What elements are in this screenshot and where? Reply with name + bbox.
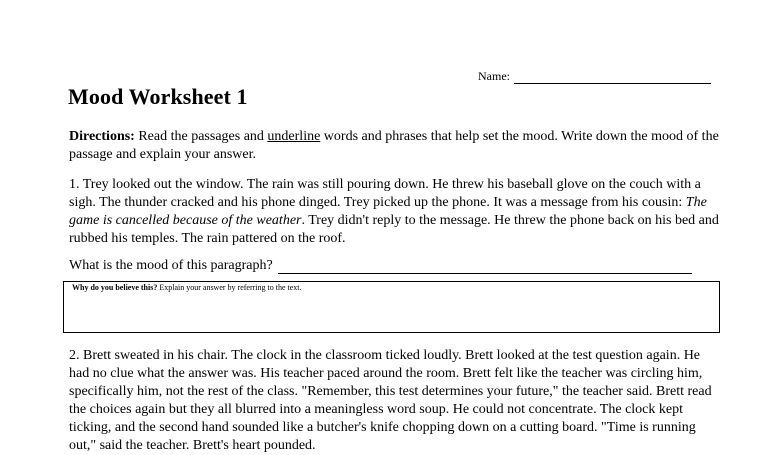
directions-text-part-1: Read the passages and (134, 129, 268, 144)
passage-1-text-part-1: 1. Trey looked out the window. The rain was still pouring down. He threw his baseball glove on the couch with a sigh. The thunder cracked and his phone dinged. Trey picked up the phone. It was a message from his cousin: (69, 177, 701, 210)
explanation-prompt (72, 283, 302, 293)
directions-paragraph (69, 128, 719, 164)
mood-question-label: What is the mood of this paragraph? (69, 258, 273, 273)
mood-answer-blank-line (278, 259, 692, 274)
name-blank-line (514, 71, 711, 84)
explanation-answer-box (63, 281, 720, 333)
passage-2: 2. Brett sweated in his chair. The clock in the classroom ticked loudly. Brett looked at the test question again. He had no clue what the answer was. His teacher paced around the room. Brett felt like the teacher was circling him, specifically him, not the rest of the class. "Remember, this test determines your future," the teacher said. Brett read the choices again but they all blurred into a meaningless word soup. He could not concentrate. The clock kept ticking, and the second hand sounded like a butcher's knife chopping down on a cutting board. "Time is running out," said the teacher. Brett's heart pounded. (69, 348, 712, 453)
worksheet-title: Mood Worksheet 1 (68, 84, 248, 109)
directions-underlined-word: underline (267, 129, 321, 144)
passage-1-text-part-2: . Trey didn't reply to the message. He threw the phone back on his bed and rubbed his temples. The rain pattered on the roof. (69, 213, 719, 246)
name-field (478, 69, 711, 84)
passage-1-italic-message: The game is cancelled because of the weather (69, 195, 707, 228)
mood-question (69, 258, 692, 274)
explanation-prompt-bold: Why do you believe this? (72, 283, 158, 292)
passage-1 (69, 176, 719, 248)
directions-label: Directions: (69, 129, 135, 144)
explanation-prompt-text: Explain your answer by referring to the text. (157, 283, 302, 292)
name-label: Name: (478, 69, 510, 83)
directions-text-part-2: words and phrases that help set the mood. Write down the mood of the passage and explain your answer. (69, 129, 719, 162)
